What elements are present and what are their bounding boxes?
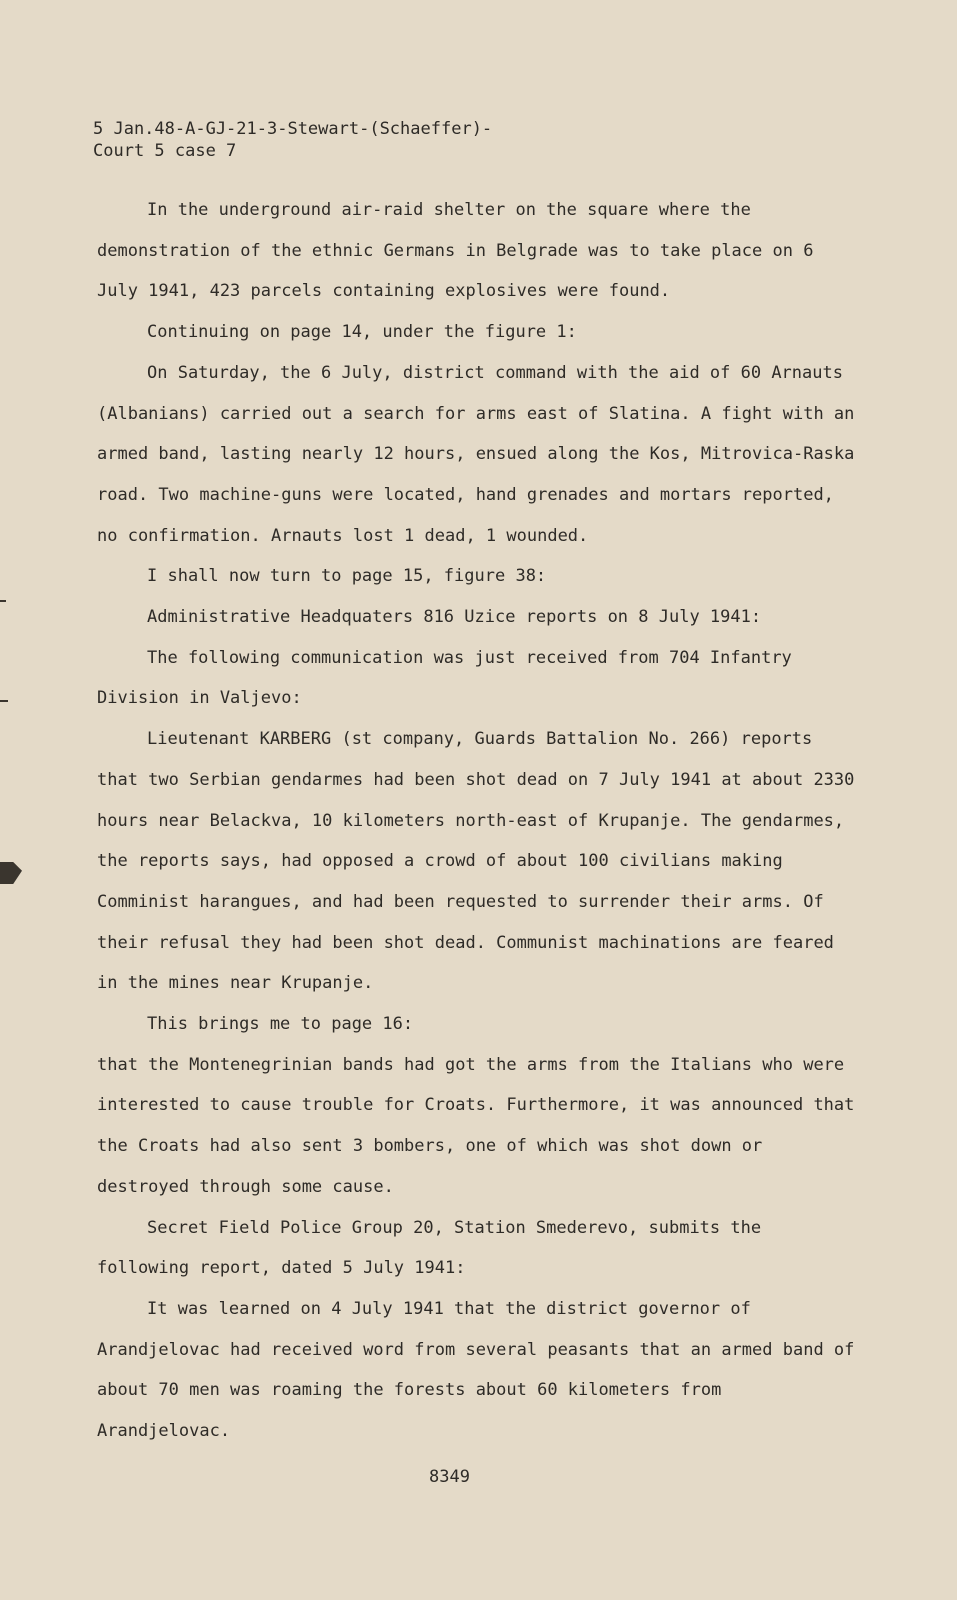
paragraph: that the Montenegrinian bands had got the arms from the Italians who were interested to cause trouble for Croats. Furthermore, it was announced that the Croats had also sent 3 bombers, one of which was shot down or destroyed through some cause.: [97, 1054, 855, 1197]
paragraph: It was learned on 4 July 1941 that the district governor of Arandjelovac had received word from several peasants that an armed band of about 70 men was roaming the forests about 60 kilometers from Arandjelovac.: [97, 1298, 855, 1442]
paragraph: In the underground air-raid shelter on the square where the demonstration of the ethnic Germans in Belgrade was to take place on 6 July 1941, 423 parcels containing explosives were found.: [97, 200, 814, 302]
header-line-1: 5 Jan.48-A-GJ-21-3-Stewart-(Schaeffer)-: [93, 119, 493, 139]
binding-mark: [0, 862, 22, 884]
document-header: [93, 118, 492, 162]
paragraph: Lieutenant KARBERG (st company, Guards Battalion No. 266) reports that two Serbian gendarmes had been shot dead on 7 July 1941 at about 2330 hours near Belackva, 10 kilometers north-east of Krupanje. The gendarmes, the reports says, had opposed a crowd of about 100 civilians making Comminist harangues, and had been requested to surrender their arms. Of their refusal they had been shot dead. Communist machinations are feared in the mines near Krupanje.: [97, 729, 855, 994]
paragraph: This brings me to page 16:: [147, 1014, 414, 1035]
binding-mark: [0, 600, 6, 602]
paragraph: On Saturday, the 6 July, district command with the aid of 60 Arnauts (Albanians) carried out a search for arms east of Slatina. A fight with an armed band, lasting nearly 12 hours, ensued along the Kos, Mitrovica-Raska road. Two machine-guns were located, hand grenades and mortars reported, no confirmation. Arnauts lost 1 dead, 1 wounded.: [97, 362, 855, 546]
binding-mark: [0, 700, 8, 702]
paragraph: The following communication was just received from 704 Infantry Division in Valjevo:: [97, 647, 792, 709]
paragraph: Administrative Headquaters 816 Uzice reports on 8 July 1941:: [147, 607, 762, 628]
paragraph: I shall now turn to page 15, figure 38:: [147, 566, 547, 587]
header-line-2: Court 5 case 7: [93, 141, 237, 161]
paragraph: Continuing on page 14, under the figure 1:: [147, 322, 577, 343]
paragraph: Secret Field Police Group 20, Station Smederevo, submits the following report, dated 5 July 1941:: [97, 1217, 762, 1279]
document-body: [97, 190, 857, 1452]
page-number: 8349: [429, 1467, 470, 1487]
